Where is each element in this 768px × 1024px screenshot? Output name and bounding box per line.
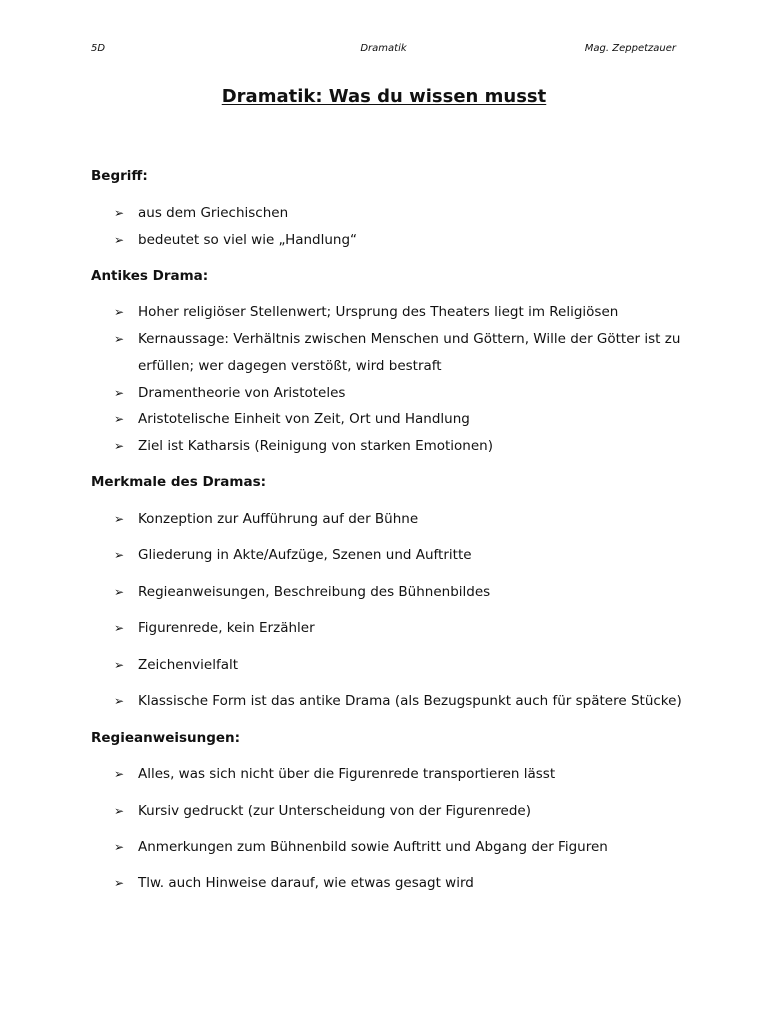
arrowhead-bullet-icon: ➢ — [114, 548, 125, 562]
arrowhead-bullet-icon: ➢ — [114, 585, 125, 599]
arrowhead-bullet-icon: ➢ — [114, 804, 125, 818]
arrowhead-bullet-icon: ➢ — [114, 694, 125, 708]
arrowhead-bullet-icon: ➢ — [114, 332, 125, 346]
section-heading-merkmale: Merkmale des Dramas: — [91, 474, 267, 490]
arrowhead-bullet-icon: ➢ — [114, 621, 125, 635]
header-subject: Dramatik — [360, 43, 407, 54]
arrowhead-bullet-icon: ➢ — [114, 512, 125, 526]
arrowhead-bullet-icon: ➢ — [114, 305, 125, 319]
arrowhead-bullet-icon: ➢ — [114, 386, 125, 400]
section-heading-antikes-drama: Antikes Drama: — [91, 268, 209, 284]
section-heading-begriff: Begriff: — [91, 168, 148, 184]
page-header — [91, 43, 676, 57]
arrowhead-bullet-icon: ➢ — [114, 233, 125, 247]
arrowhead-bullet-icon: ➢ — [114, 767, 125, 781]
arrowhead-bullet-icon: ➢ — [114, 840, 125, 854]
section-heading-regieanweisungen: Regieanweisungen: — [91, 730, 241, 746]
header-class: 5D — [91, 43, 106, 54]
arrowhead-bullet-icon: ➢ — [114, 876, 125, 890]
header-teacher: Mag. Zeppetzauer — [584, 43, 676, 54]
arrowhead-bullet-icon: ➢ — [114, 206, 125, 220]
arrowhead-bullet-icon: ➢ — [114, 658, 125, 672]
arrowhead-bullet-icon: ➢ — [114, 439, 125, 453]
page-title: Dramatik: Was du wissen musst — [221, 86, 547, 107]
arrowhead-bullet-icon: ➢ — [114, 412, 125, 426]
